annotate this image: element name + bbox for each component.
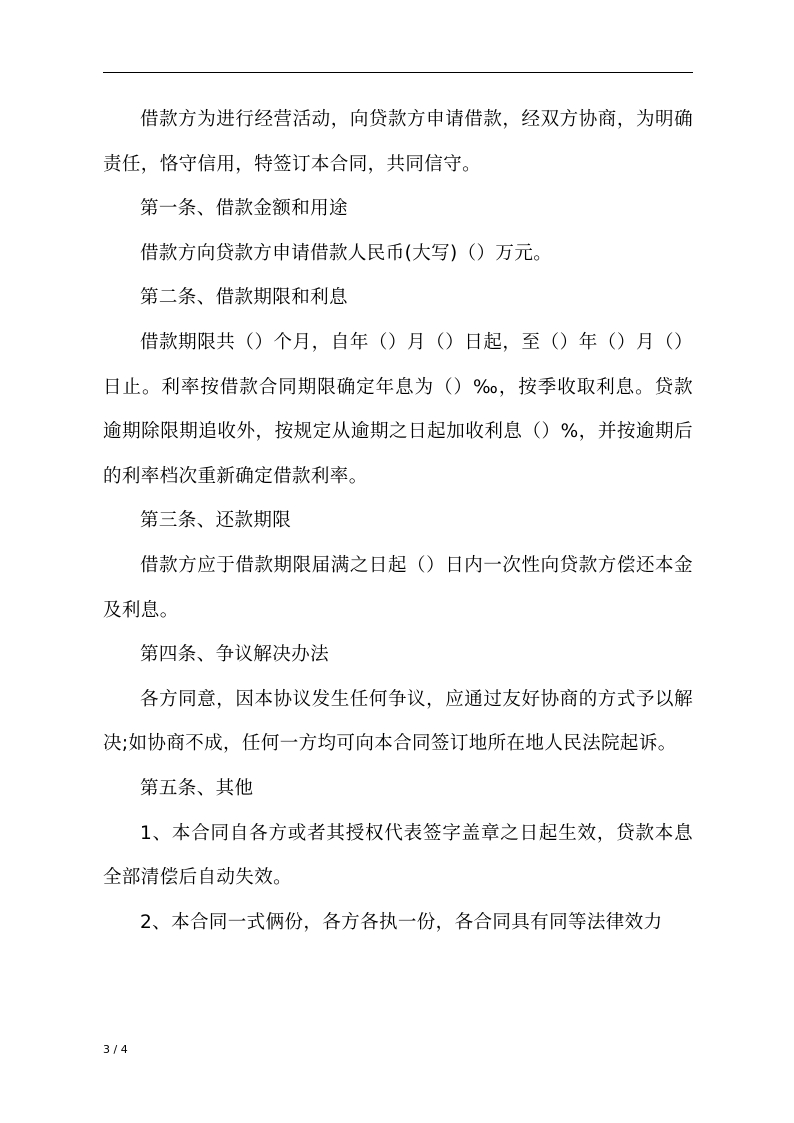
- paragraph-dispute: 各方同意，因本协议发生任何争议，应通过友好协商的方式予以解决;如协商不成，任何一方均可向本合同签订地所在地人民法院起诉。: [103, 688, 693, 755]
- heading-article-3: 第三条、还款期限: [140, 510, 292, 532]
- heading-article-4: 第四条、争议解决办法: [140, 644, 330, 666]
- paragraph-other-1: 1、本合同自各方或者其授权代表签字盖章之日起生效，贷款本息全部清偿后自动失效。: [103, 822, 693, 889]
- heading-article-5: 第五条、其他: [140, 777, 254, 799]
- paragraph-loan-term: 借款期限共（）个月，自年（）月（）日起，至（）年（）月（）日止。利率按借款合同期限确定年息为（）‰，按季收取利息。贷款逾期除限期追收外，按规定从逾期之日起加收利息（）%，并按逾期后的利率档次重新确定借款利率。: [103, 331, 693, 487]
- paragraph-loan-amount: 借款方向贷款方申请借款人民币(大写)（）万元。: [140, 242, 553, 264]
- paragraph-repayment: 借款方应于借款期限届满之日起（）日内一次性向贷款方偿还本金及利息。: [103, 554, 693, 621]
- heading-article-1: 第一条、借款金额和用途: [140, 198, 348, 220]
- paragraph-intro: 借款方为进行经营活动，向贷款方申请借款，经双方协商，为明确责任，恪守信用，特签订本合同，共同信守。: [103, 109, 693, 175]
- paragraph-other-2: 2、本合同一式俩份，各方各执一份，各合同具有同等法律效力: [140, 911, 663, 933]
- heading-article-2: 第二条、借款期限和利息: [140, 287, 348, 309]
- page-number: 3 / 4: [103, 1043, 128, 1056]
- header-rule: [103, 72, 693, 73]
- document-body: [103, 98, 693, 945]
